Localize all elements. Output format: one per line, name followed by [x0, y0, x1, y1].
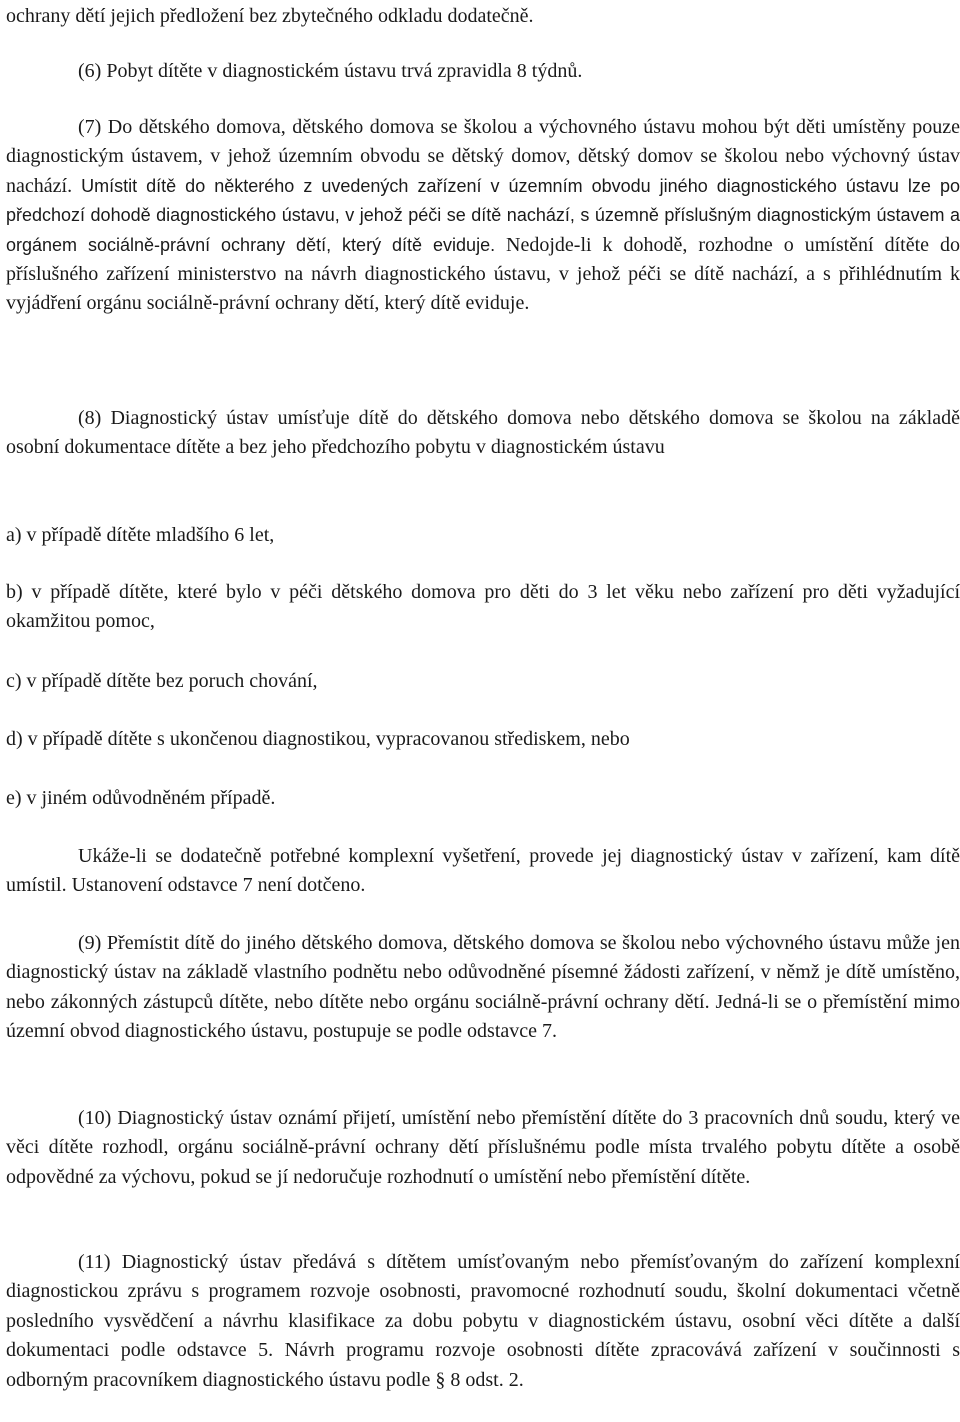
list-item-c: c) v případě dítěte bez poruch chování,: [6, 670, 318, 692]
paragraph-7-part-c: Nedojde-li k dohodě, rozhodne o umístění dítěte do příslušného zařízení ministerstvo na návrh diagnostického ústavu, v jehož péči se dítě nachází, a s přihlédnutím k vyjádření orgánu sociálně-právní ochrany dětí, který dítě eviduje.: [6, 233, 960, 315]
paragraph-6: (6) Pobyt dítěte v diagnostickém ústavu trvá zpravidla 8 týdnů.: [78, 60, 583, 82]
paragraph-7-part-a: (7) Do dětského domova, dětského domova se školou a výchovného ústavu mohou být děti umístěny pouze diagnostickým ústavem, v jehož územním obvodu se dětský domov, dětský domov se školou nebo výchovný ústav nachází.: [6, 116, 960, 197]
list-item-a: a) v případě dítěte mladšího 6 let,: [6, 524, 275, 546]
paragraph-9: (9) Přemístit dítě do jiného dětského domova, dětského domova se školou nebo výchovného ústavu může jen diagnostický ústav na základě vlastního podnětu nebo odůvodněné písemné žádosti zařízení, v němž je dítě umístěno, nebo zákonných zástupců dítěte, nebo dítěte nebo orgánu sociálně-právní ochrany dětí. Jedná-li se o přemístění mimo územní obvod diagnostického ústavu, postupuje se podle odstavce 7.: [6, 932, 960, 1043]
paragraph-continuation: ochrany dětí jejich předložení bez zbytečného odkladu dodatečně.: [6, 5, 534, 27]
list-item-e: e) v jiném odůvodněném případě.: [6, 787, 276, 809]
paragraph-7: [6, 113, 960, 319]
list-item-d: d) v případě dítěte s ukončenou diagnostikou, vypracovanou střediskem, nebo: [6, 728, 630, 750]
paragraph-11: (11) Diagnostický ústav předává s dítětem umísťovaným nebo přemísťovaným do zařízení komplexní diagnostickou zprávu s programem rozvoje osobnosti, pravomocné rozhodnutí soudu, školní dokumentaci včetně posledního vysvědčení a návrhu klasifikace za dobu pobytu v diagnostickém ústavu, osobní věci dítěte a další dokumentaci podle odstavce 5. Návrh programu rozvoje osobnosti dítěte zpracovává zařízení v součinnosti s odborným pracovníkem diagnostického ústavu podle § 8 odst. 2.: [6, 1251, 960, 1391]
list-item-b: b) v případě dítěte, které bylo v péči dětského domova pro děti do 3 let věku nebo zařízení pro děti vyžadující okamžitou pomoc,: [6, 581, 960, 633]
paragraph-8: (8) Diagnostický ústav umísťuje dítě do dětského domova nebo dětského domova se školou na základě osobní dokumentace dítěte a bez jeho předchozího pobytu v diagnostickém ústavu: [6, 407, 960, 459]
paragraph-10: (10) Diagnostický ústav oznámí přijetí, umístění nebo přemístění dítěte do 3 pracovních dnů soudu, který ve věci dítěte rozhodl, orgánu sociálně-právní ochrany dětí příslušnému podle místa trvalého pobytu dítěte a osobě odpovědné za výchovu, pokud se jí nedoručuje rozhodnutí o umístění nebo přemístění dítěte.: [6, 1107, 960, 1188]
paragraph-supplement: Ukáže-li se dodatečně potřebné komplexní vyšetření, provede jej diagnostický ústav v zařízení, kam dítě umístil. Ustanovení odstavce 7 není dotčeno.: [6, 845, 960, 897]
paragraph-7-part-b: Umístit dítě do některého z uvedených zařízení v územním obvodu jiného diagnostického ústavu lze po předchozí dohodě diagnostického ústavu, v jehož péči se dítě nachází, s územně příslušným diagnostickým ústavem a orgánem sociálně-právní ochrany dětí, který dítě eviduje.: [6, 175, 960, 255]
